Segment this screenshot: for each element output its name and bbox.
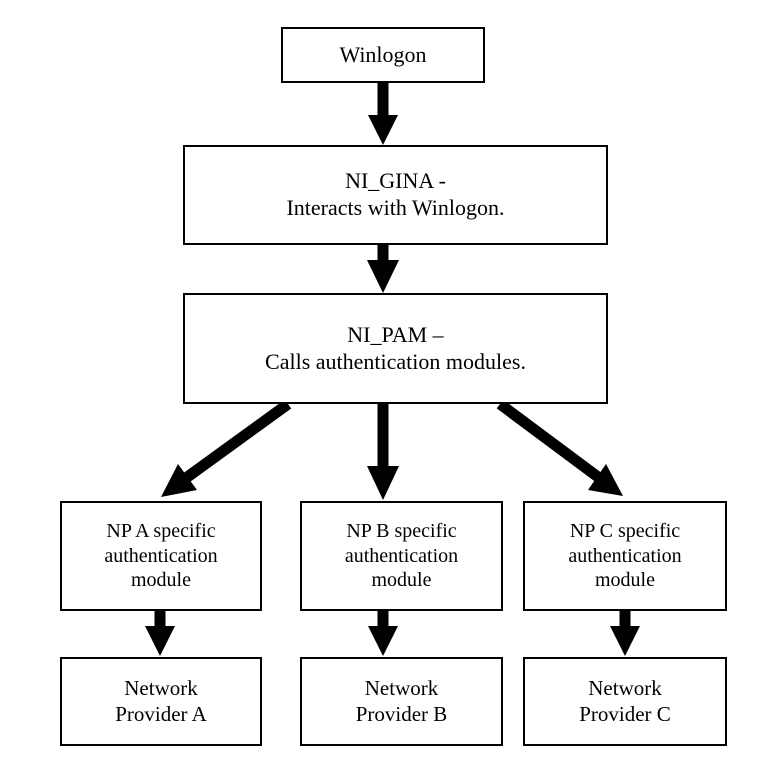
arrow-np-a-to-provider-a (145, 611, 175, 656)
node-provider-a-line-2: Provider A (115, 701, 207, 726)
node-provider-c-line-1: Network (588, 675, 662, 700)
node-np-a-module-line-2: authentication (104, 544, 218, 567)
arrow-ni-pam-to-np-c (500, 404, 623, 496)
node-np-c-module-line-3: module (595, 569, 655, 592)
node-ni-gina (183, 145, 608, 245)
node-np-a-module-line-1: NP A specific (106, 520, 216, 543)
node-np-a-module (60, 501, 262, 611)
node-ni-gina-line-2: Interacts with Winlogon. (286, 195, 505, 220)
arrow-ni-pam-to-np-b (367, 404, 399, 500)
arrow-winlogon-to-ni-gina (368, 83, 398, 145)
node-np-b-module-line-2: authentication (344, 544, 459, 567)
node-ni-pam-line-2: Calls authentication modules. (265, 348, 526, 374)
node-provider-a (60, 657, 262, 746)
node-np-c-module-line-1: NP C specific (569, 520, 681, 543)
node-winlogon-line-1: Winlogon (339, 41, 427, 67)
node-np-c-module (523, 501, 727, 611)
arrow-np-c-to-provider-c (610, 611, 640, 656)
node-winlogon (281, 27, 485, 83)
node-np-a-module-line-3: module (131, 569, 191, 592)
node-provider-c (523, 657, 727, 746)
arrow-ni-gina-to-ni-pam (367, 245, 399, 293)
node-provider-a-line-1: Network (124, 675, 198, 700)
node-np-c-module-line-2: authentication (568, 544, 682, 567)
node-ni-pam-line-1: NI_PAM – (347, 321, 444, 347)
arrow-np-b-to-provider-b (368, 611, 398, 656)
node-ni-gina-line-1: NI_GINA - (345, 168, 446, 194)
node-np-b-module-line-3: module (371, 569, 432, 592)
node-provider-b-line-2: Provider B (355, 701, 448, 726)
node-np-b-module (300, 501, 503, 611)
node-provider-c-line-2: Provider C (579, 701, 671, 726)
node-provider-b (300, 657, 503, 746)
node-provider-b-line-1: Network (364, 675, 439, 700)
node-np-b-module-line-1: NP B specific (346, 520, 457, 543)
arrow-ni-pam-to-np-a (161, 404, 288, 497)
node-ni-pam (183, 293, 608, 404)
